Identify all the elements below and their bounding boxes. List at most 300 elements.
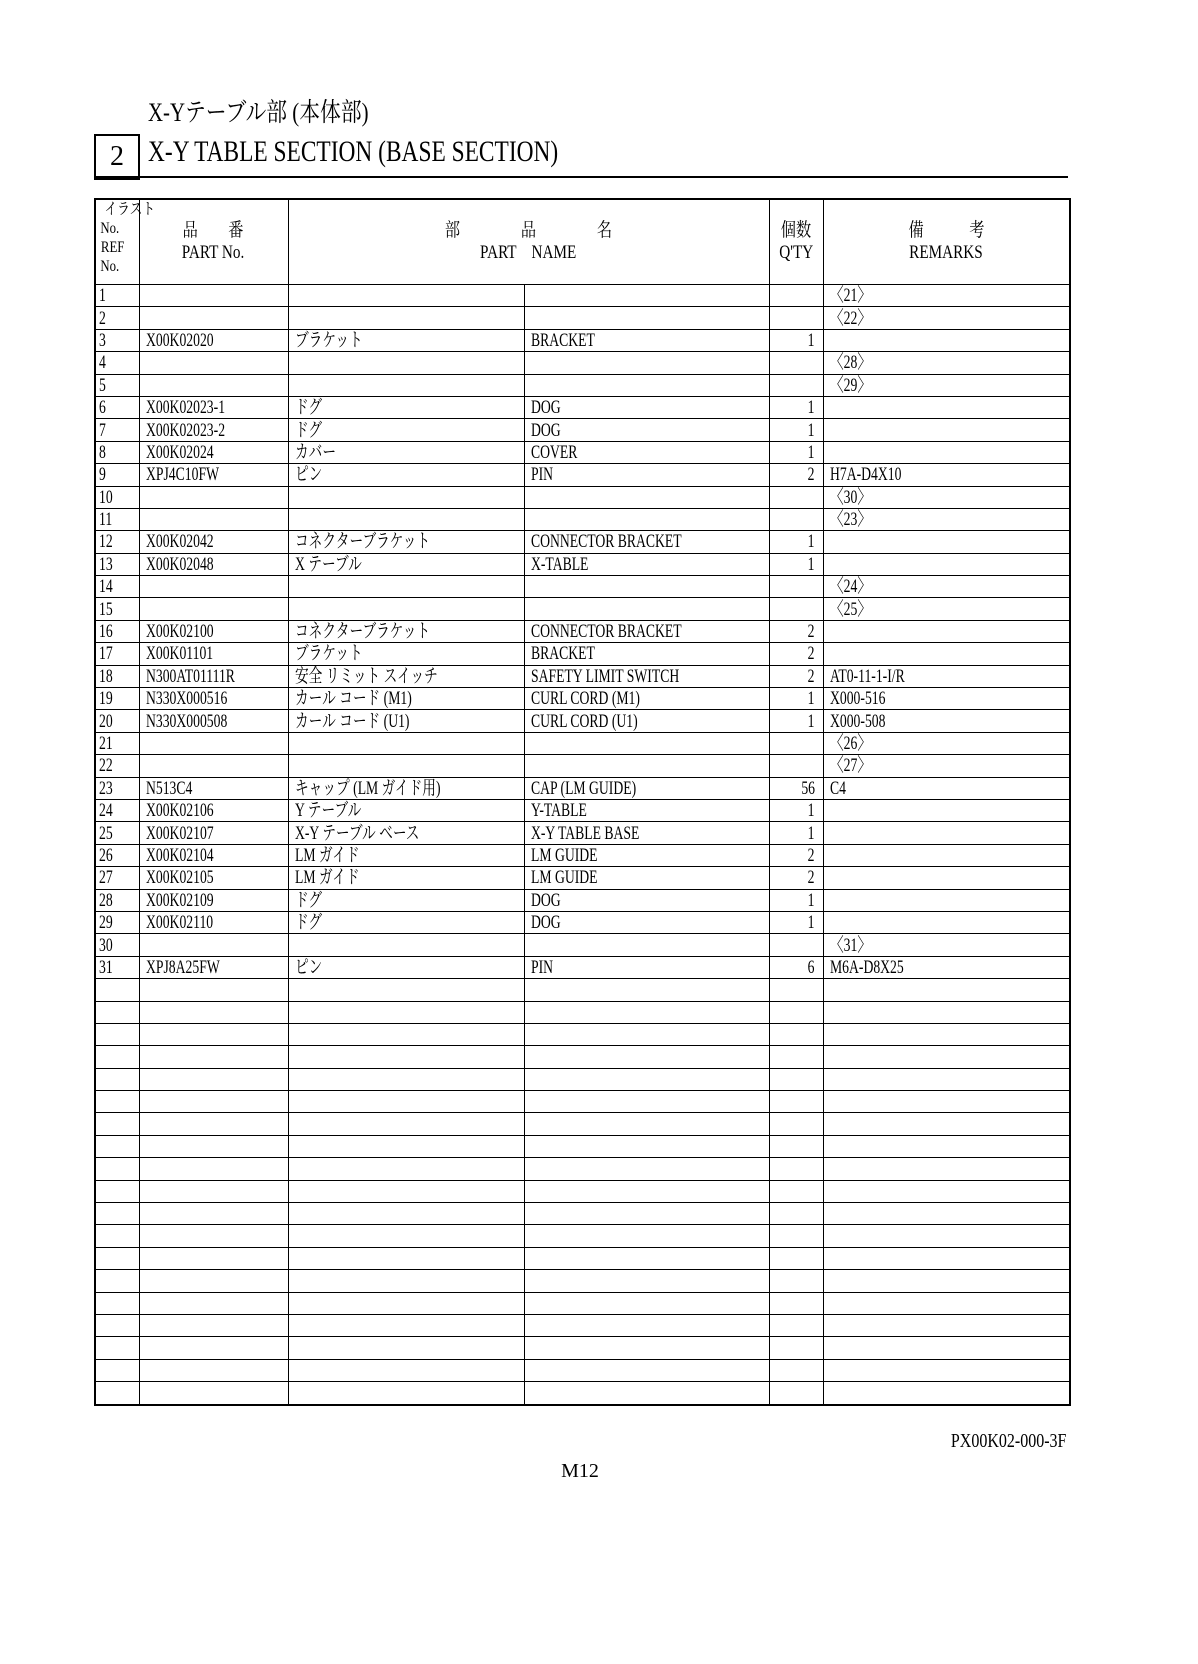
part-name-jp-cell-text: Y テーブル <box>294 800 361 822</box>
table-header-row <box>95 199 1070 285</box>
part-name-en-cell-text: DOG <box>530 397 561 419</box>
part-name-en-cell-text: CONNECTOR BRACKET <box>530 531 682 553</box>
part-name-en-cell <box>524 285 769 307</box>
quantity-cell <box>769 441 823 463</box>
quantity-cell <box>769 1359 823 1381</box>
empty-table-row <box>95 1091 1070 1113</box>
remarks-cell <box>823 1113 1070 1135</box>
section-title-jp: X-Yテーブル部 (本体部) <box>148 98 369 127</box>
part-name-jp-cell <box>288 531 524 553</box>
part-name-en-cell <box>524 844 769 866</box>
remarks-cell-text: H7A-D4X10 <box>829 464 901 486</box>
remarks-cell <box>823 732 1070 754</box>
part-number-cell <box>139 441 288 463</box>
part-name-jp-cell-text: ブラケット <box>294 643 363 665</box>
part-name-jp-cell <box>288 620 524 642</box>
part-number-cell-text: X00K02023-2 <box>145 419 225 441</box>
quantity-cell <box>769 934 823 956</box>
part-number-cell <box>139 1314 288 1336</box>
ref-cell-text: 5 <box>99 374 106 396</box>
part-name-en-cell <box>524 1023 769 1045</box>
quantity-cell <box>769 710 823 732</box>
remarks-cell-text: X000-508 <box>829 710 886 732</box>
part-name-jp-cell <box>288 822 524 844</box>
ref-cell <box>95 1158 139 1180</box>
ref-cell <box>95 1135 139 1157</box>
part-name-en-cell <box>524 374 769 396</box>
ref-cell <box>95 531 139 553</box>
remarks-cell <box>823 1023 1070 1045</box>
remarks-cell <box>823 911 1070 933</box>
part-number-cell-text: X00K02100 <box>145 621 214 643</box>
part-name-jp-cell <box>288 374 524 396</box>
part-number-cell <box>139 620 288 642</box>
ref-cell-text: 2 <box>99 307 106 329</box>
ref-cell-text: 23 <box>99 777 113 799</box>
table-row <box>95 531 1070 553</box>
part-number-cell <box>139 396 288 418</box>
remarks-cell <box>823 531 1070 553</box>
part-name-jp-cell-text: 安全 リミット スイッチ <box>294 665 438 687</box>
ref-cell <box>95 1270 139 1292</box>
remarks-cell-text: X000-516 <box>829 688 886 710</box>
ref-cell-text: 8 <box>99 441 106 463</box>
ref-cell-text: 19 <box>99 688 113 710</box>
ref-cell <box>95 688 139 710</box>
ref-cell <box>95 1337 139 1359</box>
quantity-cell-text: 2 <box>807 464 815 486</box>
part-name-jp-cell <box>288 352 524 374</box>
part-name-jp-cell <box>288 508 524 530</box>
part-name-en-cell-text: Y-TABLE <box>530 800 587 822</box>
ref-cell <box>95 1247 139 1269</box>
quantity-cell <box>769 1135 823 1157</box>
part-name-jp-cell <box>288 1001 524 1023</box>
quantity-cell <box>769 374 823 396</box>
ref-cell-text: 4 <box>99 352 106 374</box>
quantity-cell <box>769 464 823 486</box>
part-name-jp-cell <box>288 844 524 866</box>
part-name-jp-cell <box>288 665 524 687</box>
part-name-en-cell <box>524 1158 769 1180</box>
ref-cell <box>95 732 139 754</box>
part-name-jp-cell-text: X-Y テーブル ベース <box>294 822 419 844</box>
part-number-cell <box>139 508 288 530</box>
part-name-en-cell <box>524 620 769 642</box>
remarks-cell <box>823 822 1070 844</box>
part-number-cell <box>139 1001 288 1023</box>
part-name-jp-cell <box>288 329 524 351</box>
part-name-en-cell <box>524 464 769 486</box>
table-row <box>95 822 1070 844</box>
part-name-jp-cell <box>288 732 524 754</box>
part-name-en-cell <box>524 643 769 665</box>
quantity-cell <box>769 1270 823 1292</box>
table-row <box>95 710 1070 732</box>
part-name-en-cell <box>524 1270 769 1292</box>
remarks-cell <box>823 777 1070 799</box>
quantity-cell <box>769 643 823 665</box>
quantity-cell <box>769 352 823 374</box>
table-row <box>95 307 1070 329</box>
part-name-en-cell <box>524 553 769 575</box>
ref-cell <box>95 1359 139 1381</box>
part-number-cell <box>139 553 288 575</box>
part-name-jp-cell <box>288 419 524 441</box>
part-name-en-cell <box>524 598 769 620</box>
part-number-cell-text: N513C4 <box>145 777 192 799</box>
ref-cell <box>95 1068 139 1090</box>
remarks-cell <box>823 508 1070 530</box>
quantity-cell <box>769 1225 823 1247</box>
remarks-cell <box>823 576 1070 598</box>
part-number-cell <box>139 1023 288 1045</box>
header-ref-no: イラスト No. REF No. <box>95 199 139 285</box>
quantity-cell-text: 2 <box>807 643 815 665</box>
remarks-cell <box>823 979 1070 1001</box>
remarks-cell <box>823 1270 1070 1292</box>
table-row <box>95 732 1070 754</box>
part-name-en-cell <box>524 710 769 732</box>
remarks-cell <box>823 441 1070 463</box>
part-name-jp-cell <box>288 710 524 732</box>
part-name-jp-cell <box>288 1135 524 1157</box>
quantity-cell <box>769 396 823 418</box>
quantity-cell <box>769 889 823 911</box>
part-number-cell-text: X00K02024 <box>145 441 214 463</box>
part-number-cell <box>139 486 288 508</box>
quantity-cell <box>769 1247 823 1269</box>
part-name-jp-cell <box>288 1314 524 1336</box>
part-name-en-cell-text: DOG <box>530 419 561 441</box>
ref-cell <box>95 867 139 889</box>
part-number-cell-text: X00K02023-1 <box>145 397 225 419</box>
ref-cell-text: 17 <box>99 643 113 665</box>
table-row <box>95 956 1070 978</box>
part-number-cell <box>139 688 288 710</box>
ref-cell-text: 13 <box>99 553 113 575</box>
part-name-jp-cell <box>288 911 524 933</box>
remarks-cell <box>823 934 1070 956</box>
remarks-cell <box>823 688 1070 710</box>
ref-cell <box>95 1180 139 1202</box>
part-name-jp-cell-text: ブラケット <box>294 329 363 351</box>
quantity-cell <box>769 1001 823 1023</box>
remarks-cell-text: 〈29〉 <box>829 374 871 396</box>
part-number-cell <box>139 889 288 911</box>
table-row <box>95 285 1070 307</box>
part-name-en-cell <box>524 1091 769 1113</box>
empty-table-row <box>95 1314 1070 1336</box>
ref-cell-text: 15 <box>99 598 113 620</box>
quantity-cell <box>769 755 823 777</box>
part-name-jp-cell-text: ピン <box>294 464 322 486</box>
quantity-cell <box>769 799 823 821</box>
quantity-cell <box>769 1314 823 1336</box>
part-number-cell <box>139 956 288 978</box>
quantity-cell <box>769 979 823 1001</box>
quantity-cell <box>769 688 823 710</box>
quantity-cell-text: 56 <box>800 777 815 799</box>
remarks-cell-text: 〈31〉 <box>829 934 871 956</box>
part-number-cell-text: X00K01101 <box>145 643 213 665</box>
quantity-cell <box>769 1180 823 1202</box>
quantity-cell <box>769 598 823 620</box>
part-name-jp-cell <box>288 576 524 598</box>
part-name-en-cell <box>524 755 769 777</box>
part-name-en-cell <box>524 419 769 441</box>
quantity-cell-text: 1 <box>807 688 815 710</box>
ref-cell-text: 24 <box>99 800 113 822</box>
part-name-jp-cell <box>288 688 524 710</box>
quantity-cell <box>769 777 823 799</box>
quantity-cell <box>769 1203 823 1225</box>
part-name-en-cell-text: X-Y TABLE BASE <box>530 822 639 844</box>
part-name-en-cell <box>524 1113 769 1135</box>
remarks-cell-text: 〈23〉 <box>829 509 871 531</box>
part-name-en-cell-text: CURL CORD (U1) <box>530 710 638 732</box>
quantity-cell <box>769 419 823 441</box>
part-number-cell <box>139 979 288 1001</box>
remarks-cell-text: 〈21〉 <box>829 285 871 307</box>
remarks-cell <box>823 352 1070 374</box>
table-row <box>95 441 1070 463</box>
ref-cell <box>95 486 139 508</box>
part-number-cell <box>139 1180 288 1202</box>
remarks-cell <box>823 464 1070 486</box>
header-part-no: 品 番 PART No. <box>139 199 288 285</box>
part-name-jp-cell <box>288 956 524 978</box>
remarks-cell <box>823 1091 1070 1113</box>
remarks-cell-text: 〈30〉 <box>829 486 871 508</box>
part-name-jp-cell <box>288 1359 524 1381</box>
quantity-cell <box>769 486 823 508</box>
ref-cell-text: 9 <box>99 464 106 486</box>
part-number-cell <box>139 665 288 687</box>
part-number-cell <box>139 1068 288 1090</box>
part-number-cell <box>139 531 288 553</box>
ref-cell <box>95 1046 139 1068</box>
ref-cell <box>95 889 139 911</box>
part-number-cell <box>139 1359 288 1381</box>
part-name-jp-cell <box>288 285 524 307</box>
remarks-cell <box>823 620 1070 642</box>
part-name-jp-cell <box>288 553 524 575</box>
part-name-jp-cell <box>288 799 524 821</box>
quantity-cell <box>769 1382 823 1405</box>
part-name-jp-cell <box>288 755 524 777</box>
part-name-jp-cell <box>288 1113 524 1135</box>
part-number-cell-text: N330X000516 <box>145 688 227 710</box>
part-number-cell-text: XPJ4C10FW <box>145 464 219 486</box>
ref-cell-text: 21 <box>99 733 113 754</box>
empty-table-row <box>95 979 1070 1001</box>
ref-cell-text: 20 <box>99 710 113 732</box>
part-name-jp-cell <box>288 1091 524 1113</box>
ref-cell <box>95 822 139 844</box>
ref-cell-text: 22 <box>99 755 113 777</box>
section-title-en: X-Y TABLE SECTION (BASE SECTION) <box>148 135 559 168</box>
quantity-cell-text: 1 <box>807 800 815 822</box>
header-part-name: 部 品 名 PART NAME <box>288 199 769 285</box>
part-name-jp-cell-text: ドグ <box>294 419 322 441</box>
ref-cell-text: 18 <box>99 665 113 687</box>
ref-cell <box>95 1314 139 1336</box>
section-number: 2 <box>94 134 140 180</box>
remarks-cell <box>823 486 1070 508</box>
quantity-cell-text: 1 <box>807 397 815 419</box>
ref-cell <box>95 643 139 665</box>
table-row <box>95 374 1070 396</box>
table-row <box>95 464 1070 486</box>
ref-cell-text: 25 <box>99 822 113 844</box>
ref-cell <box>95 576 139 598</box>
part-name-en-cell-text: DOG <box>530 912 561 934</box>
table-row <box>95 799 1070 821</box>
part-number-cell <box>139 464 288 486</box>
ref-cell <box>95 620 139 642</box>
part-name-en-cell <box>524 307 769 329</box>
ref-cell <box>95 1292 139 1314</box>
remarks-cell-text: C4 <box>829 777 846 799</box>
empty-table-row <box>95 1180 1070 1202</box>
ref-cell-text: 31 <box>99 956 113 978</box>
remarks-cell <box>823 374 1070 396</box>
quantity-cell <box>769 553 823 575</box>
quantity-cell-text: 1 <box>807 553 815 575</box>
remarks-cell <box>823 285 1070 307</box>
table-row <box>95 553 1070 575</box>
quantity-cell <box>769 822 823 844</box>
ref-cell <box>95 1382 139 1405</box>
part-name-en-cell <box>524 576 769 598</box>
part-name-jp-cell-text: ドグ <box>294 889 322 911</box>
remarks-cell-text: 〈26〉 <box>829 733 871 754</box>
remarks-cell <box>823 867 1070 889</box>
part-number-cell <box>139 1225 288 1247</box>
part-name-jp-cell <box>288 464 524 486</box>
table-row <box>95 620 1070 642</box>
part-name-en-cell <box>524 1180 769 1202</box>
part-number-cell <box>139 329 288 351</box>
empty-table-row <box>95 1203 1070 1225</box>
remarks-cell <box>823 1068 1070 1090</box>
part-name-en-cell <box>524 867 769 889</box>
table-row <box>95 755 1070 777</box>
part-name-en-cell <box>524 352 769 374</box>
quantity-cell-text: 1 <box>807 889 815 911</box>
ref-cell <box>95 755 139 777</box>
ref-cell <box>95 285 139 307</box>
part-name-en-cell <box>524 822 769 844</box>
empty-table-row <box>95 1225 1070 1247</box>
ref-cell-text: 6 <box>99 397 106 419</box>
part-name-en-cell <box>524 934 769 956</box>
part-name-en-cell-text: CONNECTOR BRACKET <box>530 621 682 643</box>
quantity-cell <box>769 1158 823 1180</box>
part-name-jp-cell <box>288 979 524 1001</box>
remarks-cell <box>823 598 1070 620</box>
part-name-jp-cell <box>288 441 524 463</box>
quantity-cell <box>769 1068 823 1090</box>
remarks-cell <box>823 329 1070 351</box>
quantity-cell <box>769 620 823 642</box>
ref-cell <box>95 419 139 441</box>
remarks-cell <box>823 956 1070 978</box>
quantity-cell <box>769 844 823 866</box>
ref-cell <box>95 1225 139 1247</box>
part-number-cell-text: X00K02110 <box>145 912 213 934</box>
ref-cell <box>95 844 139 866</box>
part-name-en-cell <box>524 1068 769 1090</box>
part-number-cell-text: N300AT01111R <box>145 665 235 687</box>
part-name-jp-cell <box>288 598 524 620</box>
remarks-cell <box>823 307 1070 329</box>
remarks-cell <box>823 1046 1070 1068</box>
quantity-cell-text: 1 <box>807 912 815 934</box>
remarks-cell <box>823 1225 1070 1247</box>
remarks-cell-text: 〈22〉 <box>829 307 871 329</box>
ref-cell <box>95 665 139 687</box>
part-name-en-cell <box>524 665 769 687</box>
table-row <box>95 777 1070 799</box>
part-name-jp-cell-text: LM ガイド <box>294 867 360 889</box>
part-name-jp-cell <box>288 1337 524 1359</box>
table-row <box>95 911 1070 933</box>
ref-cell <box>95 710 139 732</box>
quantity-cell-text: 2 <box>807 867 815 889</box>
part-name-en-cell <box>524 799 769 821</box>
quantity-cell <box>769 285 823 307</box>
part-number-cell <box>139 576 288 598</box>
empty-table-row <box>95 1135 1070 1157</box>
ref-cell-text: 3 <box>99 329 106 351</box>
table-row <box>95 688 1070 710</box>
part-name-jp-cell-text: LM ガイド <box>294 844 360 866</box>
remarks-cell <box>823 1203 1070 1225</box>
part-name-en-cell <box>524 1046 769 1068</box>
ref-cell <box>95 1091 139 1113</box>
part-number-cell <box>139 307 288 329</box>
table-body <box>95 285 1070 1405</box>
part-name-en-cell-text: LM GUIDE <box>530 844 597 866</box>
part-number-cell <box>139 1270 288 1292</box>
part-name-en-cell <box>524 329 769 351</box>
part-name-jp-cell <box>288 934 524 956</box>
quantity-cell <box>769 329 823 351</box>
part-name-en-cell-text: PIN <box>530 464 553 486</box>
remarks-cell-text: AT0-11-1-I/R <box>829 665 905 687</box>
ref-cell-text: 26 <box>99 844 113 866</box>
remarks-cell <box>823 799 1070 821</box>
quantity-cell <box>769 956 823 978</box>
part-name-jp-cell-text: コネクターブラケット <box>294 531 430 553</box>
ref-cell-text: 11 <box>99 509 113 531</box>
part-name-en-cell-text: SAFETY LIMIT SWITCH <box>530 665 679 687</box>
part-number-cell <box>139 643 288 665</box>
table-row <box>95 598 1070 620</box>
remarks-cell <box>823 1180 1070 1202</box>
part-name-jp-cell <box>288 1203 524 1225</box>
ref-cell <box>95 799 139 821</box>
table-row <box>95 419 1070 441</box>
remarks-cell-text: 〈25〉 <box>829 598 871 620</box>
part-name-jp-cell <box>288 1247 524 1269</box>
table-row <box>95 352 1070 374</box>
part-name-en-cell-text: CURL CORD (M1) <box>530 688 640 710</box>
quantity-cell <box>769 1091 823 1113</box>
ref-cell-text: 12 <box>99 531 113 553</box>
